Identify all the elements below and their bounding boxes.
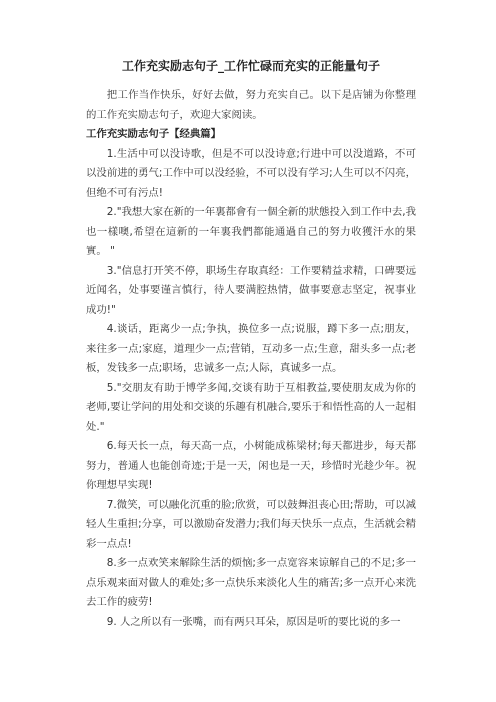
quote-item-6: 6.每天长一点，每天高一点，小树能成栋梁材;每天都进步，每天都努力，普通人也能创奇迹;于是一天，闲也是一天，珍惜时光趁少年。祝你理想早实现! bbox=[86, 440, 416, 491]
quote-item-7: 7.微笑，可以融化沉重的脸;欣赏，可以鼓舞沮丧心田;帮助，可以减轻人生重担;分享，可以激励奋发潜力;我们每天快乐一点点，生活就会精彩一点点! bbox=[86, 498, 416, 550]
document-title: 工作充实励志句子_工作忙碌而充实的正能量句子 bbox=[121, 59, 380, 73]
quote-item-1: 1.生活中可以没诗歌，但是不可以没诗意;行进中可以没道路，不可以没前进的勇气;工作中可以没经验，不可以没有学习;人生可以不闪亮，但绝不可有污点! bbox=[86, 147, 416, 199]
quote-item-3: 3."信息打开笑不停，职场生存取真经：工作要精益求精，口碑要远近闻名，处事要谨言慎行，待人要满腔热情，做事要意志坚定，祝事业成功!" bbox=[86, 264, 416, 316]
quote-item-5: 5."交朋友有助于博学多闻,交谈有助于互相教益,要使朋友成为你的老师,要让学问的用处和交谈的乐趣有机融合,要乐于和悟性高的人一起相处." bbox=[86, 381, 416, 433]
quote-item-9: 9. 人之所以有一张嘴，而有两只耳朵，原因是听的要比说的多一 bbox=[106, 615, 401, 628]
quote-item-2: 2."我想大家在新的一年裏都會有一個全新的狀態投入到工作中去,我也一樣噢,希望在這新的一年裏我們都能通過自己的努力收獲汗水的果實。 " bbox=[86, 206, 416, 257]
document-page bbox=[86, 58, 416, 632]
quote-item-8: 8.多一点欢笑来解除生活的烦恼;多一点宽容来谅解自己的不足;多一点乐观来面对做人的难处;多一点快乐来淡化人生的痛苦;多一点开心来洗去工作的疲劳! bbox=[86, 557, 416, 608]
section-heading: 工作充实励志句子【经典篇】 bbox=[86, 128, 222, 140]
intro-paragraph: 把工作当作快乐，好好去做，努力充实自己。以下是店铺为你整理的工作充实励志句子，欢迎大家阅读。 bbox=[86, 89, 416, 121]
quote-item-4: 4.谈话，距离少一点;争执，换位多一点;说服，蹲下多一点;朋友，来往多一点;家庭，道理少一点;营销，互动多一点;生意，甜头多一点;老板，发钱多一点;职场，忠诚多一点;人际，真诚多一点。 bbox=[86, 323, 416, 374]
